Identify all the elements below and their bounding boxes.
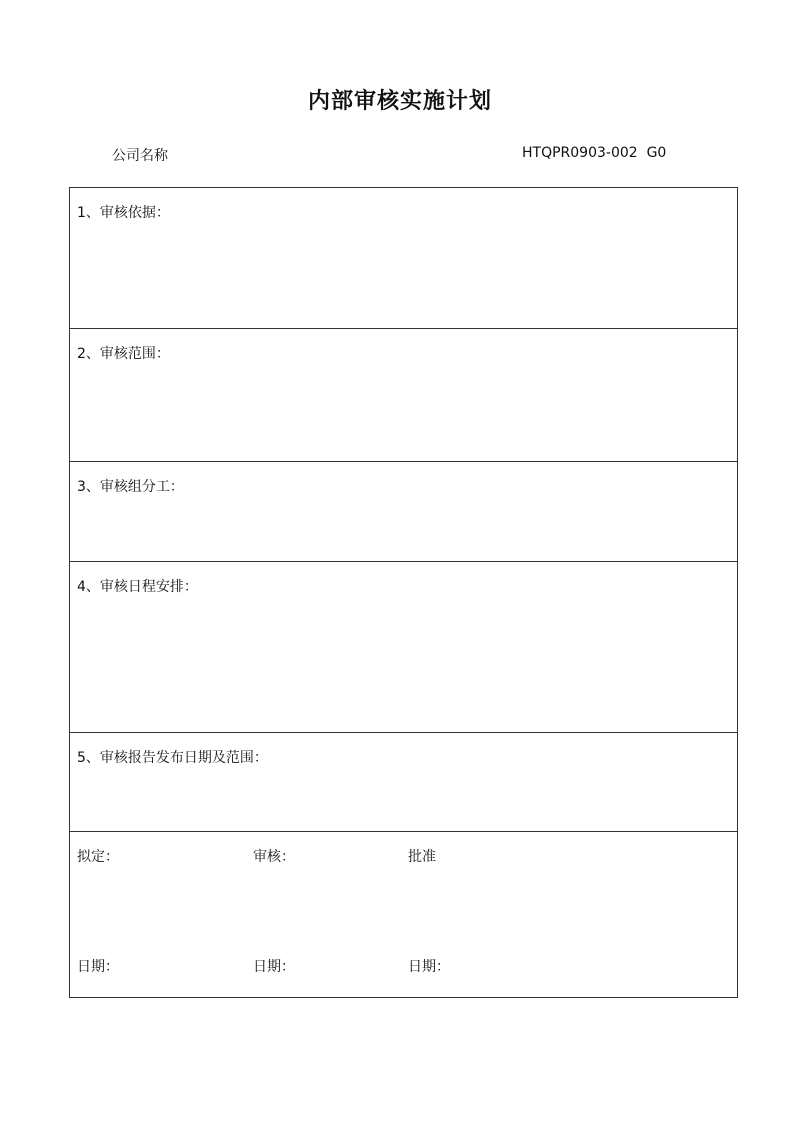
section-audit-schedule-label: 4、审核日程安排：: [77, 579, 198, 595]
audit-plan-form: [69, 187, 738, 998]
approved-date-label: 日期：: [408, 959, 450, 975]
reviewed-by-label: 审核：: [253, 849, 295, 865]
drafted-by-label: 拟定：: [77, 849, 119, 865]
drafted-date-label: 日期：: [77, 959, 119, 975]
approved-by-label: 批准: [408, 849, 436, 865]
section-audit-basis[interactable]: [70, 188, 737, 329]
page-title: 内部审核实施计划: [307, 89, 492, 114]
document-code: HTQPR0903-002 G0: [522, 145, 667, 161]
section-report-release-label: 5、审核报告发布日期及范围：: [77, 750, 268, 766]
section-audit-scope-label: 2、审核范围：: [77, 346, 170, 362]
signature-area: [70, 832, 737, 997]
section-report-release[interactable]: [70, 733, 737, 832]
reviewed-date-label: 日期：: [253, 959, 295, 975]
section-audit-basis-label: 1、审核依据：: [77, 205, 170, 221]
section-audit-scope[interactable]: [70, 329, 737, 462]
section-audit-schedule[interactable]: [70, 562, 737, 733]
company-name-label: 公司名称: [112, 148, 168, 164]
section-audit-team-label: 3、审核组分工：: [77, 479, 184, 495]
section-audit-team[interactable]: [70, 462, 737, 562]
